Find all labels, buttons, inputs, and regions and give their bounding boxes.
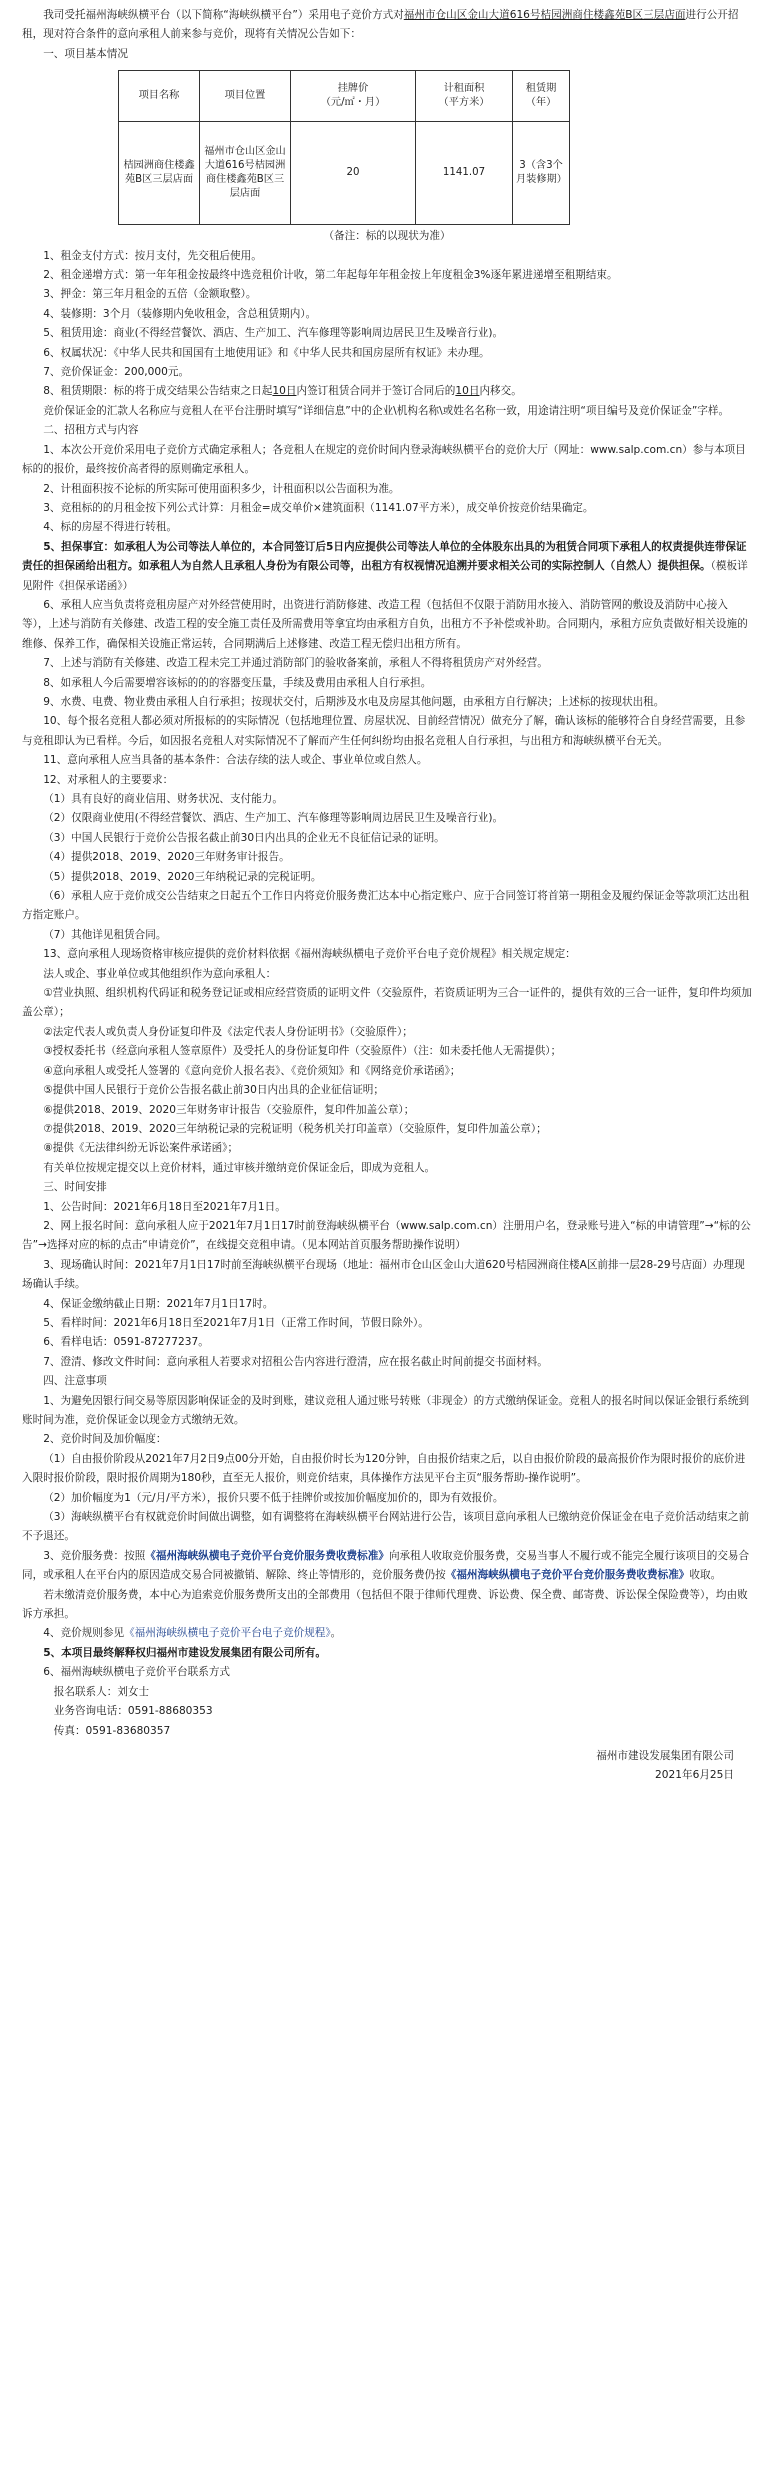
list-item: 5、租赁用途：商业(不得经营餐饮、酒店、生产加工、汽车修理等影响周边居民卫生及噪音行业)。: [43, 327, 504, 340]
table-header-name: 项目名称: [119, 71, 200, 122]
table-header-price: 挂牌价 （元/㎡・月）: [291, 71, 416, 122]
list-item-guarantee: 5、担保事宜：如承租人为公司等法人单位的，本合同签订后5日内应提供公司等法人单位的全体股东出具的为租赁合同项下承租人的权责提供连带保证责任的担保函给出租方。如承租人为自然人且承租人身份为有限公司等，出租方有权视情况追溯并要求相关公司的实际控制人（自然人）提供担保。（模板详见附件《担保承诺函》）: [22, 540, 748, 592]
list-item: 13、意向承租人现场资格审核应提供的竞价材料依据《福州海峡纵横电子竞价平台电子竞价规程》相关规定规定：: [43, 948, 576, 961]
list-item: 7、上述与消防有关修建、改造工程未完工并通过消防部门的验收备案前，承租人不得将租赁房产对外经营。: [43, 657, 548, 670]
list-item: 2、网上报名时间：意向承租人应于2021年7月1日17时前登海峡纵横平台（www.salp.com.cn）注册用户名，登录账号进入“标的申请管理”→“标的公告”→选择对应的标的点击“申请竞价”，在线提交竞租申请。（见本网站首页服务帮助操作说明）: [22, 1219, 751, 1252]
list-item: 2、计租面积按不论标的所实际可使用面积多少，计租面积以公告面积为准。: [43, 482, 400, 495]
table-caption: （备注：标的以现状为准）: [323, 230, 451, 243]
document-item: ⑥提供2018、2019、2020三年财务审计报告（交验原件，复印件加盖公章）；: [43, 1103, 415, 1116]
document-item: ⑦提供2018、2019、2020三年纳税记录的完税证明（税务机关打印盖章）（交验原件，复印件加盖公章）；: [43, 1122, 547, 1135]
list-item: 8、如承租人今后需要增容该标的的的容器变压量，手续及费用由承租人自行承担。: [43, 676, 432, 689]
requirement-item: （6）承租人应于竞价成交公告结束之日起五个工作日内将竞价服务费汇达本中心指定账户、应于合同签订将首第一期租金及履约保证金等款项汇达出租方指定账户。: [22, 890, 750, 922]
list-item: 7、澄清、修改文件时间：意向承租人若要求对招租公告内容进行澄清，应在报名截止时间前提交书面材料。: [43, 1355, 548, 1368]
requirement-item: （7）其他详见租赁合同。: [43, 928, 167, 941]
cell-project-name: 桔园洲商住楼鑫苑B区三层店面: [119, 122, 200, 225]
section-4-items: [22, 1392, 752, 1741]
list-item: 4、保证金缴纳截止日期：2021年7月1日17时。: [43, 1297, 274, 1310]
intro-text-b: 进行公开招租，现对符合条件的意向承租人前来参与竞价，现将有关情况公告如下：: [22, 9, 739, 41]
document-item: ③授权委托书（经意向承租人签章原件）及受托人的身份证复印件（交验原件）（注：如未委托他人无需提供）；: [43, 1045, 562, 1058]
requirement-item: （3）中国人民银行于竞价公告报名截止前30日内出具的企业无不良征信记录的证明。: [43, 831, 445, 844]
cell-list-price: 20: [291, 122, 416, 225]
contact-fax: 传真：0591-83680357: [53, 1724, 171, 1737]
signature-company: 福州市建设发展集团有限公司: [596, 1749, 734, 1762]
document-item: ①营业执照、组织机构代码证和税务登记证或相应经营资质的证明文件（交验原件，若资质证明为三合一证件的，提供有效的三合一证件，复印件均须加盖公章）；: [22, 987, 752, 1019]
requirement-item: （4）提供2018、2019、2020三年财务审计报告。: [43, 851, 290, 864]
list-item-lease-term: 8、租赁期限：标的将于成交结果公告结束之日起10日内签订租赁合同并于签订合同后的10日内移交。: [43, 385, 522, 398]
list-item: 2、租金递增方式：第一年年租金按最终中选竞租价计收，第二年起每年年租金按上年度租金3%逐年累进递增至租期结束。: [43, 269, 618, 282]
cell-area: 1141.07: [416, 122, 513, 225]
document-item: ⑧提供《无法律纠纷无诉讼案件承诺函》；: [43, 1142, 239, 1155]
intro-text-a: 我司受托福州海峡纵横平台（以下简称“海峡纵横平台”）采用电子竞价方式对: [43, 9, 404, 21]
list-item: 4、标的房屋不得进行转租。: [43, 521, 178, 534]
document-item: ⑤提供中国人民银行于竞价公告报名截止前30日内出具的企业征信证明；: [43, 1084, 384, 1097]
list-item: 3、竞租标的的月租金按下列公式计算：月租金=成交单价×建筑面积（1141.07平方米），成交单价按竞价结果确定。: [43, 501, 594, 514]
fee-standard-link[interactable]: 《福州海峡纵横电子竞价平台竞价服务费收费标准》: [145, 1549, 389, 1562]
list-item: 3、现场确认时间：2021年7月1日17时前至海峡纵横平台现场（地址：福州市仓山区金山大道620号桔园洲商住楼A区前排一层28-29号店面）办理现场确认手续。: [22, 1258, 745, 1291]
bidding-rules-link[interactable]: 《福州海峡纵横电子竞价平台电子竞价规程》: [124, 1627, 331, 1640]
list-item: 4、装修期：3个月（装修期内免收租金，含总租赁期内）。: [43, 307, 317, 320]
documents-note: 有关单位按规定提交以上竞价材料，通过审核并缴纳竞价保证金后，即成为竞租人。: [43, 1161, 436, 1174]
section-3-title: 三、时间安排: [43, 1181, 107, 1194]
list-item-contact-title: 6、福州海峡纵横电子竞价平台联系方式: [43, 1666, 231, 1679]
intro-paragraph: [22, 6, 752, 45]
list-item: 2、竞价时间及加价幅度：: [43, 1433, 167, 1446]
contact-person: 报名联系人：刘女士: [53, 1685, 150, 1698]
list-item: 7、竞价保证金：200,000元。: [43, 366, 190, 379]
project-info-table: [118, 70, 570, 225]
table-header-term: 租赁期 （年）: [513, 71, 570, 122]
list-item-rules: 4、竞价规则参见《福州海峡纵横电子竞价平台电子竞价规程》。: [43, 1627, 342, 1640]
list-item: 6、承租人应当负责将竞租房屋产对外经营使用时，出资进行消防修建、改造工程（包括但不仅限于消防用水接入、消防管网的敷设及消防中心接入等），上述与消防有关修建、改造工程的安全施工责任及所需费用等拿宜均由承租方自负，出租方不予补偿或补助。合同期内，承租方应负责做好相关设施的维修、保养工作，确保相关设施正常运转，合同期满后上述修建、改造工程无偿归出租方所有。: [22, 598, 748, 650]
section-1-title: 一、项目基本情况: [43, 47, 128, 60]
table-row: [119, 122, 570, 225]
list-item: （1）自由报价阶段从2021年7月2日9点00分开始，自由报价时长为120分钟，自由报价结束之后，以自由报价阶段的最高报价作为限时报价的底价进入限时报价阶段，限时报价周期为180秒，直至无人报价，则竞价结束，具体操作方法见平台主页“服务帮助-操作说明”。: [22, 1452, 746, 1485]
requirement-item: （1）具有良好的商业信用、财务状况、支付能力。: [43, 793, 283, 805]
contact-phone: 业务咨询电话：0591-88680353: [53, 1705, 213, 1718]
section-2-items: [22, 441, 752, 1178]
list-item: 5、看样时间：2021年6月18日至2021年7月1日（正常工作时间，节假日除外）。: [43, 1316, 429, 1329]
section-4-title: 四、注意事项: [43, 1375, 107, 1388]
table-header-location: 项目位置: [200, 71, 291, 122]
list-item: 1、为避免因银行间交易等原因影响保证金的及时到账，建议竞租人通过账号转账（非现金）的方式缴纳保证金。竞租人的报名时间以保证金银行系统到账时间为准，竞价保证金以现金方式缴纳无效。: [22, 1394, 750, 1426]
requirement-item: （2）仅限商业使用(不得经营餐饮、酒店、生产加工、汽车修理等影响周边居民卫生及噪音行业)。: [43, 812, 504, 825]
section-3-items: [22, 1198, 752, 1373]
list-item: 若未缴清竞价服务费，本中心为追索竞价服务费所支出的全部费用（包括但不限于律师代理费、诉讼费、保全费、邮寄费、诉讼保全保险费等），均由败诉方承担。: [22, 1588, 748, 1621]
cell-term: 3（含3个月装修期）: [513, 122, 570, 225]
fee-standard-link[interactable]: 《福州海峡纵横电子竞价平台竞价服务费收费标准》: [445, 1569, 690, 1582]
list-item: 1、本次公开竞价采用电子竞价方式确定承租人；各竞租人在规定的竞价时间内登录海峡纵横平台的竞价大厅（网址：www.salp.com.cn）参与本项目标的的报价，最终按价高者得的原则确定承租人。: [22, 443, 746, 476]
list-item: 3、押金：第三年月租金的五倍（金额取整）。: [43, 288, 257, 301]
list-item: 12、对承租人的主要要求：: [43, 773, 174, 786]
cell-project-location: 福州市仓山区金山大道616号桔园洲商住楼鑫苑B区三层店面: [200, 122, 291, 225]
list-item: 6、权属状况：《中华人民共和国国有土地使用证》和《中华人民共和国房屋所有权证》未办理。: [43, 346, 490, 359]
list-item: （3）海峡纵横平台有权就竞价时间做出调整，如有调整将在海峡纵横平台网站进行公告，该项目意向承租人已缴纳竞价保证金在电子竞价活动结束之前不予退还。: [22, 1511, 750, 1543]
section-1-items: [22, 247, 752, 422]
list-item: 1、公告时间：2021年6月18日至2021年7月1日。: [43, 1200, 286, 1213]
table-header-row: [119, 71, 570, 122]
list-item-service-fee: 3、竞价服务费：按照《福州海峡纵横电子竞价平台竞价服务费收费标准》向承租人收取竞价服务费，交易当事人不履行或不能完全履行该项目的交易合同，或承租人在平台内的原因造成交易合同被撤销、解除、终止等情形的，竞价服务费仍按《福州海峡纵横电子竞价平台竞价服务费收费标准》收取。: [22, 1549, 750, 1582]
requirement-item: （5）提供2018、2019、2020三年纳税记录的完税证明。: [43, 870, 322, 883]
section-2-title: 二、招租方式与内容: [43, 424, 139, 437]
table-header-area: 计租面积 （平方米）: [416, 71, 513, 122]
document-item: ②法定代表人或负责人身份证复印件及《法定代表人身份证明书》（交验原件）；: [43, 1025, 413, 1038]
list-item: 11、意向承租人应当具备的基本条件：合法存续的法人或企、事业单位或自然人。: [43, 754, 428, 767]
list-item: 10、每个报名竞租人都必须对所报标的的实际情况（包括地理位置、房屋状况、目前经营情况）做充分了解，确认该标的能够符合自身经营需要，且参与竞租即认为已看样。今后，如因报名竞租人对实际情况不了解而产生任何纠纷均由报名竞租人自行承担，与出租方和海峡纵横平台无关。: [22, 715, 746, 747]
signature-date: 2021年6月25日: [655, 1769, 734, 1782]
list-item: （2）加价幅度为1（元/月/平方米），报价只要不低于挂牌价或按加价幅度加价的，即为有效报价。: [43, 1491, 504, 1504]
list-item: 法人或企、事业单位或其他组织作为意向承租人：: [43, 967, 277, 980]
intro-target: 福州市仓山区金山大道616号桔园洲商住楼鑫苑B区三层店面: [403, 9, 686, 21]
deposit-note: 竞价保证金的汇款人名称应与竞租人在平台注册时填写“详细信息”中的企业\机构名称\或姓名名称一致，用途请注明“项目编号及竞价保证金”字样。: [43, 404, 730, 417]
list-item: 6、看样电话：0591-87277237。: [43, 1336, 209, 1349]
list-item: 9、水费、电费、物业费由承租人自行承担；按现状交付，后期涉及水电及房屋其他问题，由承租方自行解决；上述标的按现状出租。: [43, 695, 665, 708]
list-item: 1、租金支付方式：按月支付，先交租后使用。: [43, 249, 262, 262]
list-item-interpretation: 5、本项目最终解释权归福州市建设发展集团有限公司所有。: [43, 1646, 326, 1659]
document-item: ④意向承租人或受托人签署的《意向竞价人报名表》、《竞价须知》和《网络竞价承诺函》；: [43, 1064, 461, 1077]
